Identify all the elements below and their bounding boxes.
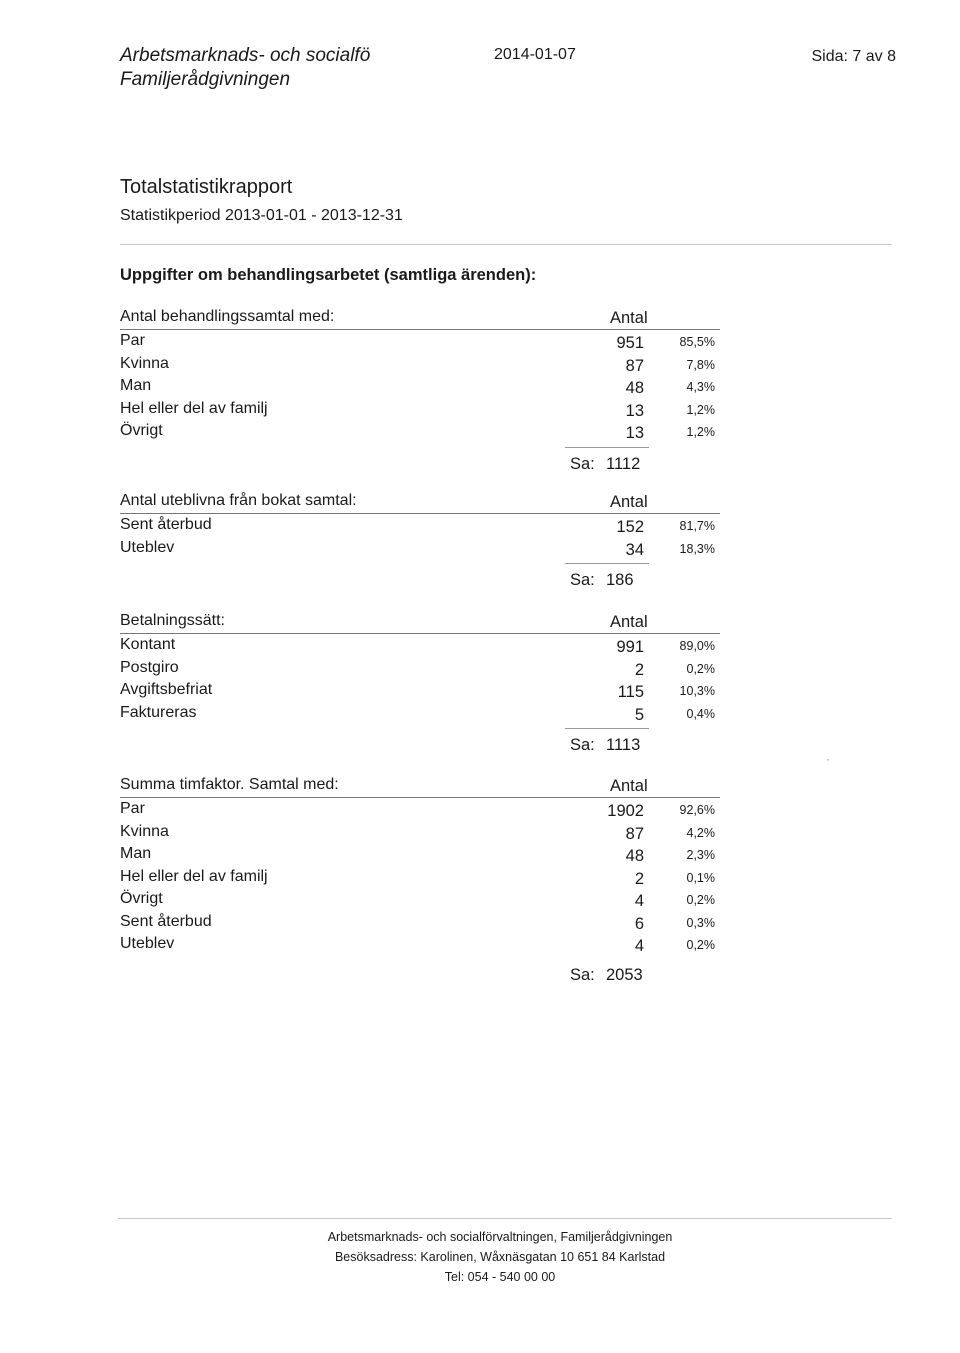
section-label: Summa timfaktor. Samtal med: [120, 776, 339, 793]
row-count: 34 [625, 540, 644, 559]
department-name: Familjerådgivningen [120, 69, 291, 90]
section-sum [120, 958, 720, 988]
table-row [120, 933, 720, 956]
row-percent: 4,2% [686, 825, 715, 840]
report-date: 2014-01-07 [494, 46, 576, 63]
section-header [120, 609, 720, 634]
row-label: Man [120, 377, 152, 394]
section-sessions [120, 305, 720, 477]
row-count: 991 [616, 638, 644, 656]
row-count: 87 [625, 356, 644, 375]
row-label: Uteblev [120, 538, 175, 556]
sum-rule [565, 728, 649, 729]
section-label: Betalningssätt: [120, 612, 225, 629]
section-header [120, 489, 720, 514]
table-row [120, 537, 720, 560]
footer-phone: Tel: 054 - 540 00 00 [444, 1270, 556, 1284]
report-title: Totalstatistikrapport [120, 176, 293, 198]
table-row [120, 657, 720, 680]
section-heading: Uppgifter om behandlingsarbetet (samtliga ärenden): [120, 266, 537, 284]
row-percent: 85,5% [679, 335, 715, 349]
scan-speck: · [826, 752, 830, 766]
row-count: 951 [616, 334, 644, 352]
column-header-antal: Antal [610, 613, 648, 631]
row-percent: 2,3% [686, 848, 715, 862]
row-label: Faktureras [120, 703, 197, 721]
table-row [120, 911, 720, 934]
row-percent: 1,2% [686, 402, 715, 417]
section-header [120, 305, 720, 330]
row-label: Hel eller del av familj [120, 399, 268, 417]
row-count: 2 [634, 869, 644, 888]
organization-name: Arbetsmarknads- och socialfö [120, 45, 371, 66]
section-sum [120, 563, 720, 593]
row-percent: 0,2% [686, 661, 715, 676]
row-count: 2 [634, 660, 644, 679]
row-label: Kvinna [120, 354, 169, 372]
footer-organization: Arbetsmarknads- och socialförvaltningen, Familjerådgivningen [327, 1230, 673, 1244]
section-label: Antal behandlingssamtal med: [120, 308, 335, 325]
report-period: Statistikperiod 2013-01-01 - 2013-12-31 [120, 207, 403, 224]
row-label: Kontant [120, 636, 176, 653]
row-percent: 0,2% [686, 893, 715, 907]
row-percent: 81,7% [679, 519, 715, 533]
table-row [120, 634, 720, 657]
row-percent: 18,3% [679, 541, 715, 556]
row-label: Uteblev [120, 935, 175, 952]
row-count: 13 [625, 401, 644, 420]
footer-divider [118, 1218, 892, 1219]
row-label: Kvinna [120, 822, 169, 840]
section-sum [120, 728, 720, 758]
column-header-antal: Antal [610, 777, 648, 795]
row-count: 48 [625, 847, 644, 865]
table-row [120, 679, 720, 702]
table-row [120, 798, 720, 821]
section-time-factor [120, 773, 720, 988]
row-label: Sent återbud [120, 516, 212, 533]
row-percent: 4,3% [686, 380, 715, 394]
table-row [120, 398, 720, 421]
row-count: 5 [634, 705, 644, 724]
table-row [120, 702, 720, 725]
table-row [120, 353, 720, 376]
section-no-shows [120, 489, 720, 593]
section-header [120, 773, 720, 798]
row-label: Man [120, 845, 152, 862]
organization-header [120, 44, 370, 92]
row-label: Övrigt [120, 422, 163, 439]
sum-rule [565, 563, 649, 564]
row-count: 6 [634, 914, 644, 933]
row-label: Sent återbud [120, 912, 212, 930]
row-count: 152 [616, 518, 644, 536]
table-row [120, 888, 720, 911]
column-header-antal: Antal [610, 309, 648, 327]
row-label: Postgiro [120, 658, 179, 676]
section-sum [120, 447, 720, 477]
row-count: 115 [617, 683, 644, 701]
sum-label: Sa: [570, 571, 595, 589]
row-percent: 0,1% [686, 870, 715, 885]
sum-value: 186 [606, 571, 634, 589]
table-row [120, 375, 720, 398]
sum-rule [565, 447, 649, 448]
table-row [120, 330, 720, 353]
sum-value: 1112 [606, 454, 641, 473]
row-label: Par [120, 332, 145, 349]
footer-address: Besöksadress: Karolinen, Wåxnäsgatan 10 651 84 Karlstad [334, 1250, 666, 1264]
sum-label: Sa: [570, 965, 595, 984]
title-divider [120, 244, 892, 245]
row-count: 13 [625, 424, 644, 442]
sum-value: 2053 [606, 965, 643, 984]
row-count: 4 [634, 892, 644, 910]
section-label: Antal uteblivna från bokat samtal: [120, 492, 357, 509]
row-count: 48 [625, 379, 644, 397]
table-row [120, 420, 720, 443]
row-label: Par [120, 800, 145, 817]
row-percent: 7,8% [686, 357, 715, 372]
row-percent: 10,3% [679, 684, 715, 698]
row-percent: 1,2% [686, 425, 715, 439]
table-row [120, 514, 720, 537]
sum-value: 1113 [606, 736, 641, 754]
row-percent: 0,2% [686, 938, 715, 952]
row-count: 87 [625, 824, 644, 843]
sum-label: Sa: [570, 454, 595, 473]
row-label: Hel eller del av familj [120, 867, 268, 885]
row-percent: 0,4% [686, 706, 715, 721]
row-percent: 89,0% [679, 639, 715, 653]
table-row [120, 821, 720, 844]
table-row [120, 866, 720, 889]
row-count: 1902 [607, 802, 644, 820]
table-row [120, 843, 720, 866]
row-percent: 0,3% [686, 915, 715, 930]
sum-label: Sa: [570, 736, 595, 754]
row-label: Övrigt [120, 890, 163, 907]
column-header-antal: Antal [610, 493, 648, 511]
row-count: 4 [634, 937, 644, 955]
row-percent: 92,6% [679, 803, 715, 817]
row-label: Avgiftsbefriat [120, 681, 213, 698]
page-number: Sida: 7 av 8 [811, 48, 896, 65]
section-payment-method [120, 609, 720, 758]
